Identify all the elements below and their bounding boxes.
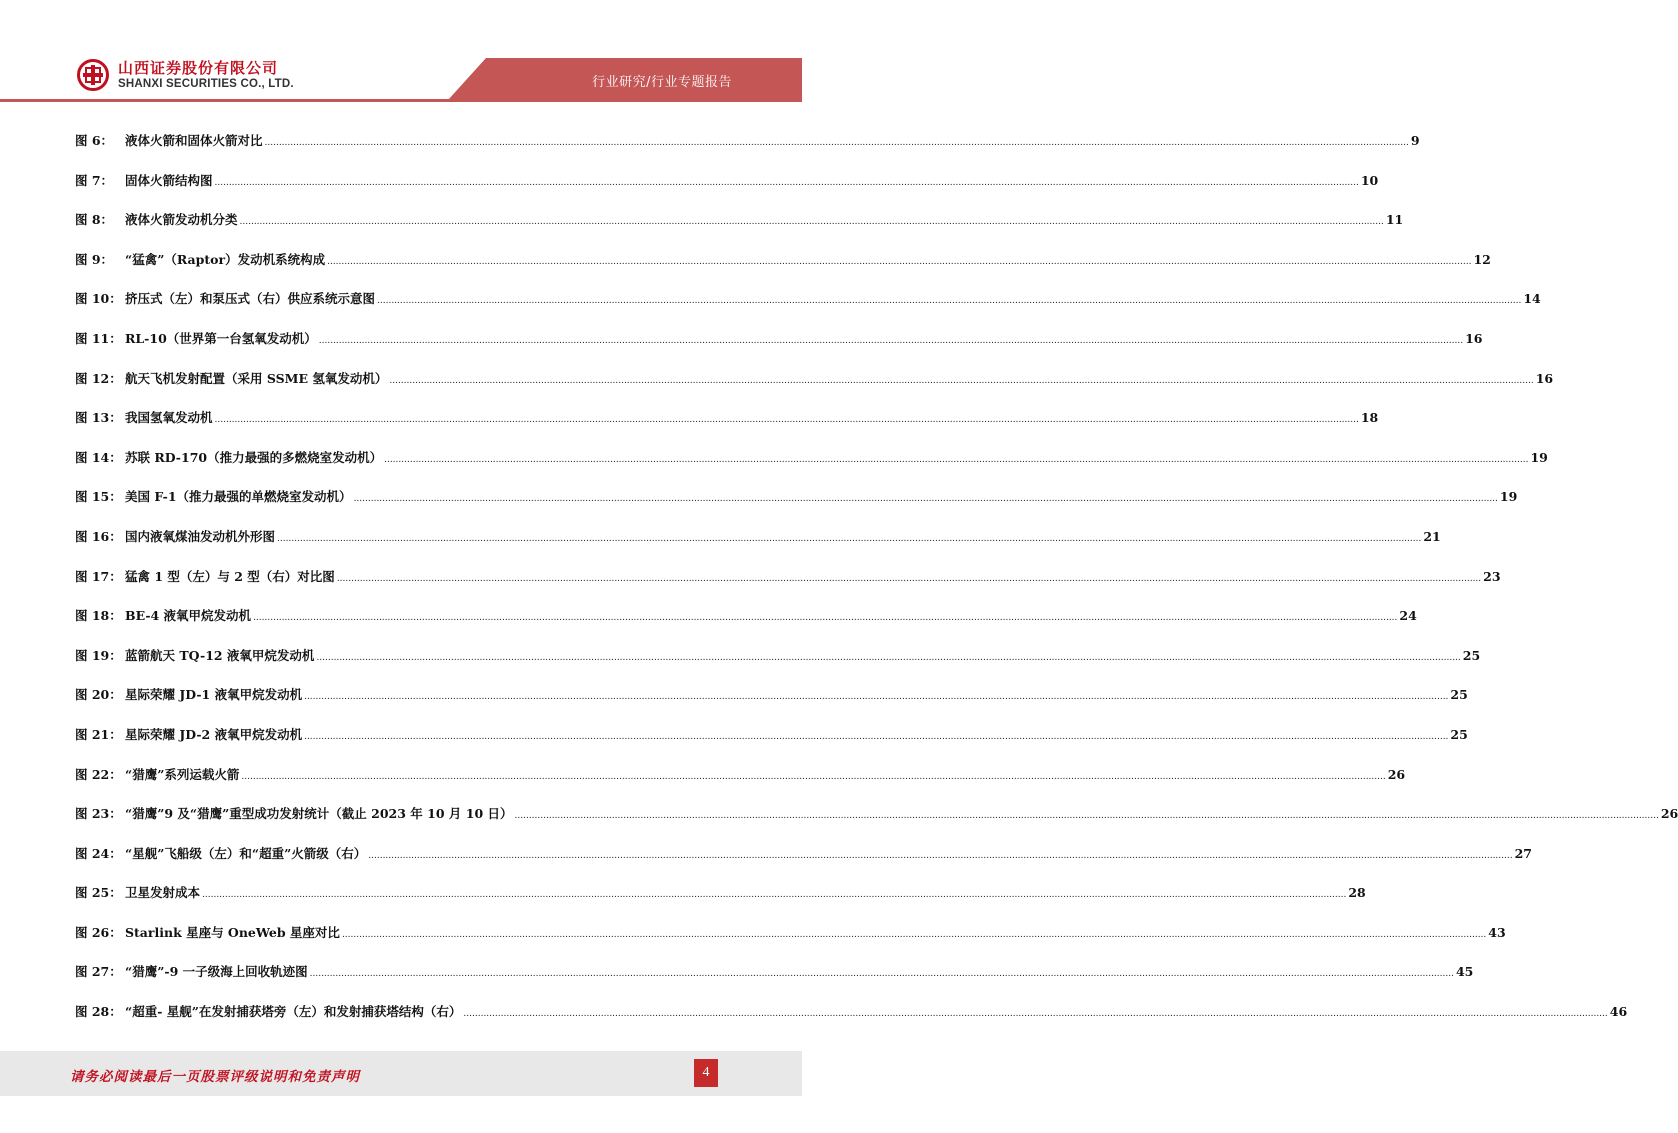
figure-title: 航天飞机发射配置（采用 SSME 氢氧发动机） [125, 370, 388, 386]
leader-dots: ................................................................................................................................................................................................................................................................................................................................................................................................................ [316, 652, 1461, 663]
figure-title: RL-10（世界第一台氢氧发动机） [125, 330, 317, 346]
leader-dots: ................................................................................................................................................................................................................................................................................................................................................................................................................ [304, 692, 1449, 703]
leader-dots: ................................................................................................................................................................................................................................................................................................................................................................................................................ [239, 217, 1384, 228]
leader-dots: ................................................................................................................................................................................................................................................................................................................................................................................................................ [377, 296, 1522, 307]
toc-entry[interactable] [75, 210, 1404, 250]
figure-number: 图 20： [75, 687, 122, 703]
figure-page: 9 [1410, 133, 1420, 148]
figure-page: 27 [1514, 845, 1533, 861]
figure-title: 液体火箭和固体火箭对比 [125, 133, 263, 148]
figure-list [75, 131, 1678, 1042]
figure-page: 21 [1423, 528, 1441, 544]
figure-page: 45 [1455, 964, 1474, 980]
leader-dots: ................................................................................................................................................................................................................................................................................................................................................................................................................ [384, 454, 1529, 465]
logo-emblem-icon [76, 58, 110, 92]
page-header [0, 0, 802, 104]
figure-number: 图 13： [75, 410, 122, 426]
leader-dots: ................................................................................................................................................................................................................................................................................................................................................................................................................ [264, 138, 1409, 148]
figure-number: 图 8： [75, 212, 114, 228]
figure-page: 25 [1462, 647, 1481, 663]
company-name-cn: 山西证券股份有限公司 [118, 58, 279, 77]
figure-number: 图 21： [75, 726, 122, 742]
figure-number: 图 16： [75, 528, 122, 544]
leader-dots: ................................................................................................................................................................................................................................................................................................................................................................................................................ [368, 850, 1513, 861]
toc-entry[interactable] [75, 250, 1491, 290]
figure-page: 24 [1399, 608, 1417, 624]
toc-entry[interactable] [75, 171, 1379, 211]
leader-dots: ................................................................................................................................................................................................................................................................................................................................................................................................................ [318, 335, 1464, 346]
figure-page: 16 [1465, 330, 1483, 346]
leader-dots: ................................................................................................................................................................................................................................................................................................................................................................................................................ [202, 890, 1347, 901]
toc-entry[interactable] [75, 567, 1501, 607]
toc-entry[interactable] [75, 131, 1420, 171]
leader-dots: ................................................................................................................................................................................................................................................................................................................................................................................................................ [304, 731, 1449, 742]
toc-entry[interactable] [75, 962, 1474, 1002]
figure-page: 12 [1473, 251, 1491, 267]
leader-dots: ................................................................................................................................................................................................................................................................................................................................................................................................................ [277, 533, 1422, 544]
leader-dots: ................................................................................................................................................................................................................................................................................................................................................................................................................ [214, 415, 1359, 426]
toc-entry[interactable] [75, 448, 1548, 488]
figure-number: 图 6： [75, 133, 114, 148]
toc-entry[interactable] [75, 804, 1678, 844]
figure-title: 卫星发射成本 [125, 885, 201, 901]
figure-number: 图 26： [75, 924, 122, 940]
figure-number: 图 27： [75, 964, 122, 980]
figure-title: 我国氢氧发动机 [125, 410, 213, 426]
toc-entry[interactable] [75, 685, 1468, 725]
figure-title: 美国 F-1（推力最强的单燃烧室发动机） [125, 489, 352, 505]
company-name-en: SHANXI SECURITIES CO., LTD. [118, 77, 294, 90]
toc-entry[interactable] [75, 1002, 1628, 1042]
figure-number: 图 25： [75, 885, 122, 901]
figure-page: 10 [1360, 172, 1379, 188]
figure-title: 苏联 RD-170（推力最强的多燃烧室发动机） [125, 449, 383, 465]
figure-page: 46 [1609, 1004, 1628, 1020]
leader-dots: ................................................................................................................................................................................................................................................................................................................................................................................................................ [353, 494, 1498, 505]
figure-title: 固体火箭结构图 [125, 172, 213, 188]
figure-number: 图 15： [75, 489, 122, 505]
figure-number: 图 11： [75, 330, 122, 346]
figure-title: 液体火箭发动机分类 [125, 212, 238, 228]
leader-dots: ................................................................................................................................................................................................................................................................................................................................................................................................................ [514, 811, 1659, 822]
figure-number: 图 28： [75, 1004, 122, 1020]
figure-page: 18 [1360, 410, 1379, 426]
figure-number: 图 10： [75, 291, 122, 307]
toc-entry[interactable] [75, 408, 1379, 448]
figure-number: 图 24： [75, 845, 122, 861]
figure-title: BE-4 液氧甲烷发动机 [125, 608, 252, 624]
leader-dots: ................................................................................................................................................................................................................................................................................................................................................................................................................ [341, 929, 1487, 940]
figure-number: 图 23： [75, 806, 122, 822]
figure-number: 图 17： [75, 568, 122, 584]
figure-number: 图 22： [75, 766, 122, 782]
toc-entry[interactable] [75, 289, 1541, 329]
figure-title: 挤压式（左）和泵压式（右）供应系统示意图 [125, 291, 376, 307]
leader-dots: ................................................................................................................................................................................................................................................................................................................................................................................................................ [327, 256, 1472, 267]
figure-page: 28 [1348, 885, 1366, 901]
toc-entry[interactable] [75, 765, 1406, 805]
page-number: 4 [694, 1059, 718, 1087]
figure-page: 25 [1450, 726, 1468, 742]
leader-dots: ................................................................................................................................................................................................................................................................................................................................................................................................................ [309, 969, 1454, 980]
toc-entry[interactable] [75, 646, 1481, 686]
figure-page: 14 [1523, 291, 1541, 307]
figure-title: “猎鹰”系列运载火箭 [125, 766, 240, 782]
report-type: 行业研究/行业专题报告 [592, 75, 732, 90]
leader-dots: ................................................................................................................................................................................................................................................................................................................................................................................................................ [214, 177, 1359, 188]
figure-page: 19 [1530, 449, 1548, 465]
figure-title: “猛禽”（Raptor）发动机系统构成 [125, 251, 326, 267]
figure-page: 16 [1535, 370, 1554, 386]
figure-title: 星际荣耀 JD-2 液氧甲烷发动机 [125, 726, 303, 742]
figure-page: 25 [1450, 687, 1468, 703]
figure-page: 19 [1499, 489, 1518, 505]
figure-number: 图 12： [75, 370, 122, 386]
figure-title: “超重- 星舰”在发射捕获塔旁（左）和发射捕获塔结构（右） [125, 1004, 462, 1020]
leader-dots: ................................................................................................................................................................................................................................................................................................................................................................................................................ [253, 613, 1398, 624]
figure-page: 23 [1483, 568, 1501, 584]
figure-title: “猎鹰”9 及“猎鹰”重型成功发射统计（截止 2023 年 10 月 10 日） [125, 806, 513, 822]
figure-number: 图 18： [75, 608, 122, 624]
leader-dots: ................................................................................................................................................................................................................................................................................................................................................................................................................ [241, 771, 1386, 782]
figure-title: 猛禽 1 型（左）与 2 型（右）对比图 [125, 568, 335, 584]
figure-number: 图 7： [75, 172, 114, 188]
disclaimer-text: 请务必阅读最后一页股票评级说明和免责声明 [70, 1069, 360, 1085]
leader-dots: ................................................................................................................................................................................................................................................................................................................................................................................................................ [463, 1009, 1608, 1020]
figure-number: 图 19： [75, 647, 122, 663]
toc-entry[interactable] [75, 369, 1554, 409]
figure-title: 星际荣耀 JD-1 液氧甲烷发动机 [125, 687, 303, 703]
figure-page: 11 [1385, 212, 1404, 228]
toc-entry[interactable] [75, 883, 1366, 923]
toc-entry[interactable] [75, 923, 1506, 963]
figure-page: 26 [1660, 806, 1678, 822]
figure-number: 图 14： [75, 449, 122, 465]
figure-title: 蓝箭航天 TQ-12 液氧甲烷发动机 [125, 647, 315, 663]
figure-title: “星舰”飞船级（左）和“超重”火箭级（右） [125, 845, 367, 861]
toc-entry[interactable] [75, 725, 1468, 765]
leader-dots: ................................................................................................................................................................................................................................................................................................................................................................................................................ [389, 375, 1534, 386]
toc-entry[interactable] [75, 844, 1533, 884]
toc-entry[interactable] [75, 606, 1417, 646]
toc-entry[interactable] [75, 487, 1518, 527]
toc-entry[interactable] [75, 527, 1441, 567]
leader-dots: ................................................................................................................................................................................................................................................................................................................................................................................................................ [336, 573, 1482, 584]
figure-page: 43 [1488, 924, 1506, 940]
figure-title: “猎鹰”-9 一子级海上回收轨迹图 [125, 964, 308, 980]
figure-title: 国内液氧煤油发动机外形图 [125, 528, 276, 544]
figure-title: Starlink 星座与 OneWeb 星座对比 [125, 924, 340, 940]
toc-entry[interactable] [75, 329, 1483, 369]
figure-page: 26 [1387, 766, 1406, 782]
figure-number: 图 9： [75, 251, 114, 267]
company-logo [76, 58, 294, 92]
